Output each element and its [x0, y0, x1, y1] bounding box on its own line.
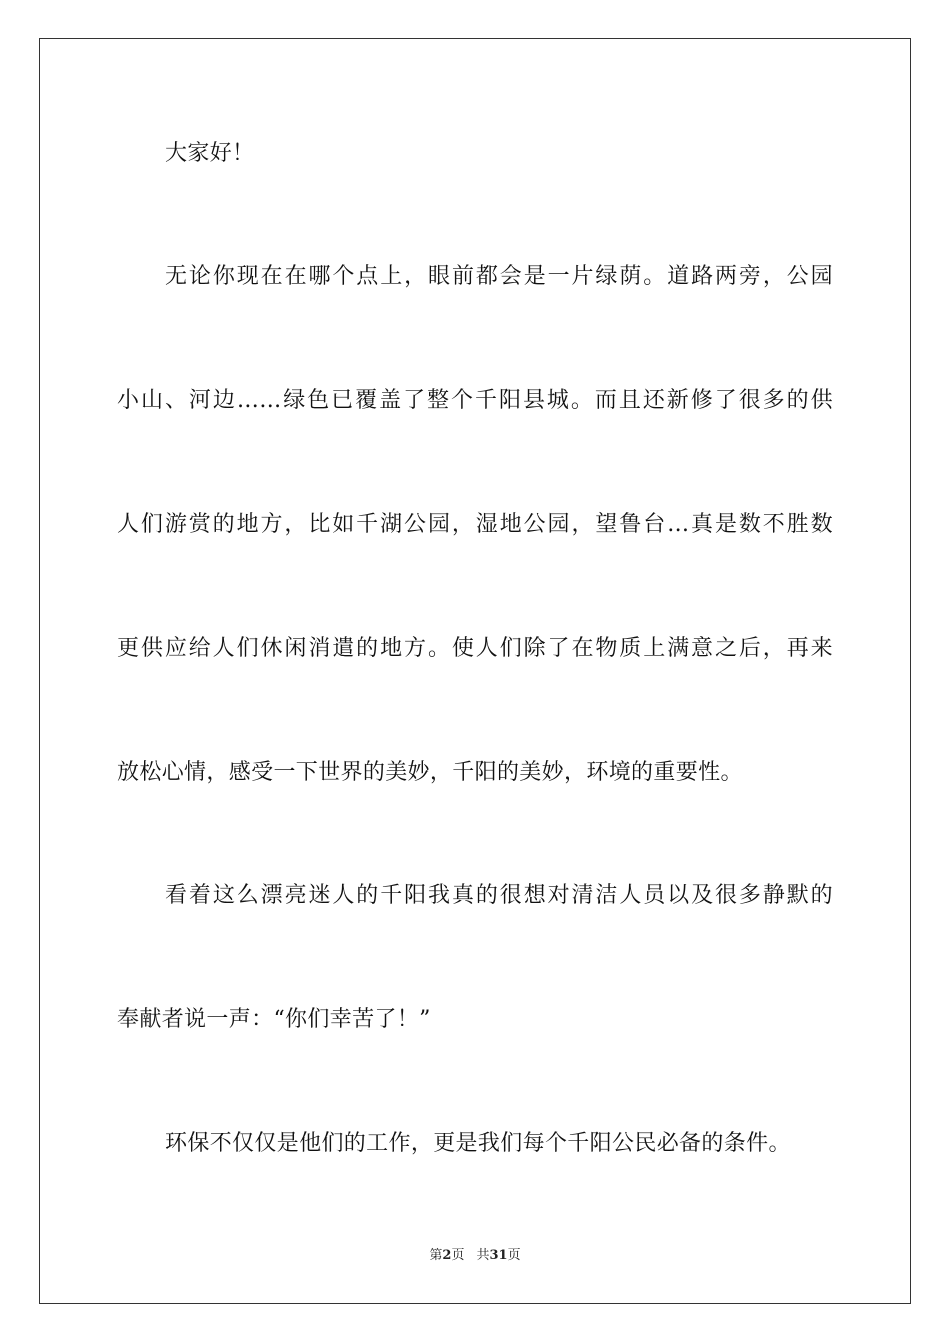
- page-suffix: 页: [451, 1248, 465, 1263]
- page-border: [39, 38, 911, 1304]
- greeting-line: 大家好！: [165, 141, 255, 166]
- paragraph-2-line-2: 奉献者说一声：“你们幸苦了！”: [117, 1007, 431, 1032]
- page-number: 2: [442, 1248, 452, 1263]
- total-suffix: 页: [507, 1248, 521, 1263]
- total-pages: 31: [489, 1248, 508, 1263]
- paragraph-1-line-2: 小山、河边……绿色已覆盖了整个千阳县城。而且还新修了很多的供: [117, 388, 833, 413]
- paragraph-3-line-1: 环保不仅仅是他们的工作，更是我们每个千阳公民必备的条件。: [165, 1131, 791, 1156]
- paragraph-1-line-3: 人们游赏的地方，比如千湖公园，湿地公园，望鲁台…真是数不胜数: [117, 512, 833, 537]
- paragraph-1-line-1: 无论你现在在哪个点上，眼前都会是一片绿荫。道路两旁，公园: [165, 264, 833, 289]
- paragraph-1-line-4: 更供应给人们休闲消遣的地方。使人们除了在物质上满意之后，再来: [117, 636, 833, 661]
- paragraph-2-line-1: 看着这么漂亮迷人的千阳我真的很想对清洁人员以及很多静默的: [165, 883, 833, 908]
- page-footer: [0, 1247, 950, 1265]
- paragraph-1-line-5: 放松心情，感受一下世界的美妙，千阳的美妙，环境的重要性。: [117, 760, 743, 785]
- page-prefix: 第: [429, 1248, 443, 1263]
- total-prefix: 共: [476, 1248, 490, 1263]
